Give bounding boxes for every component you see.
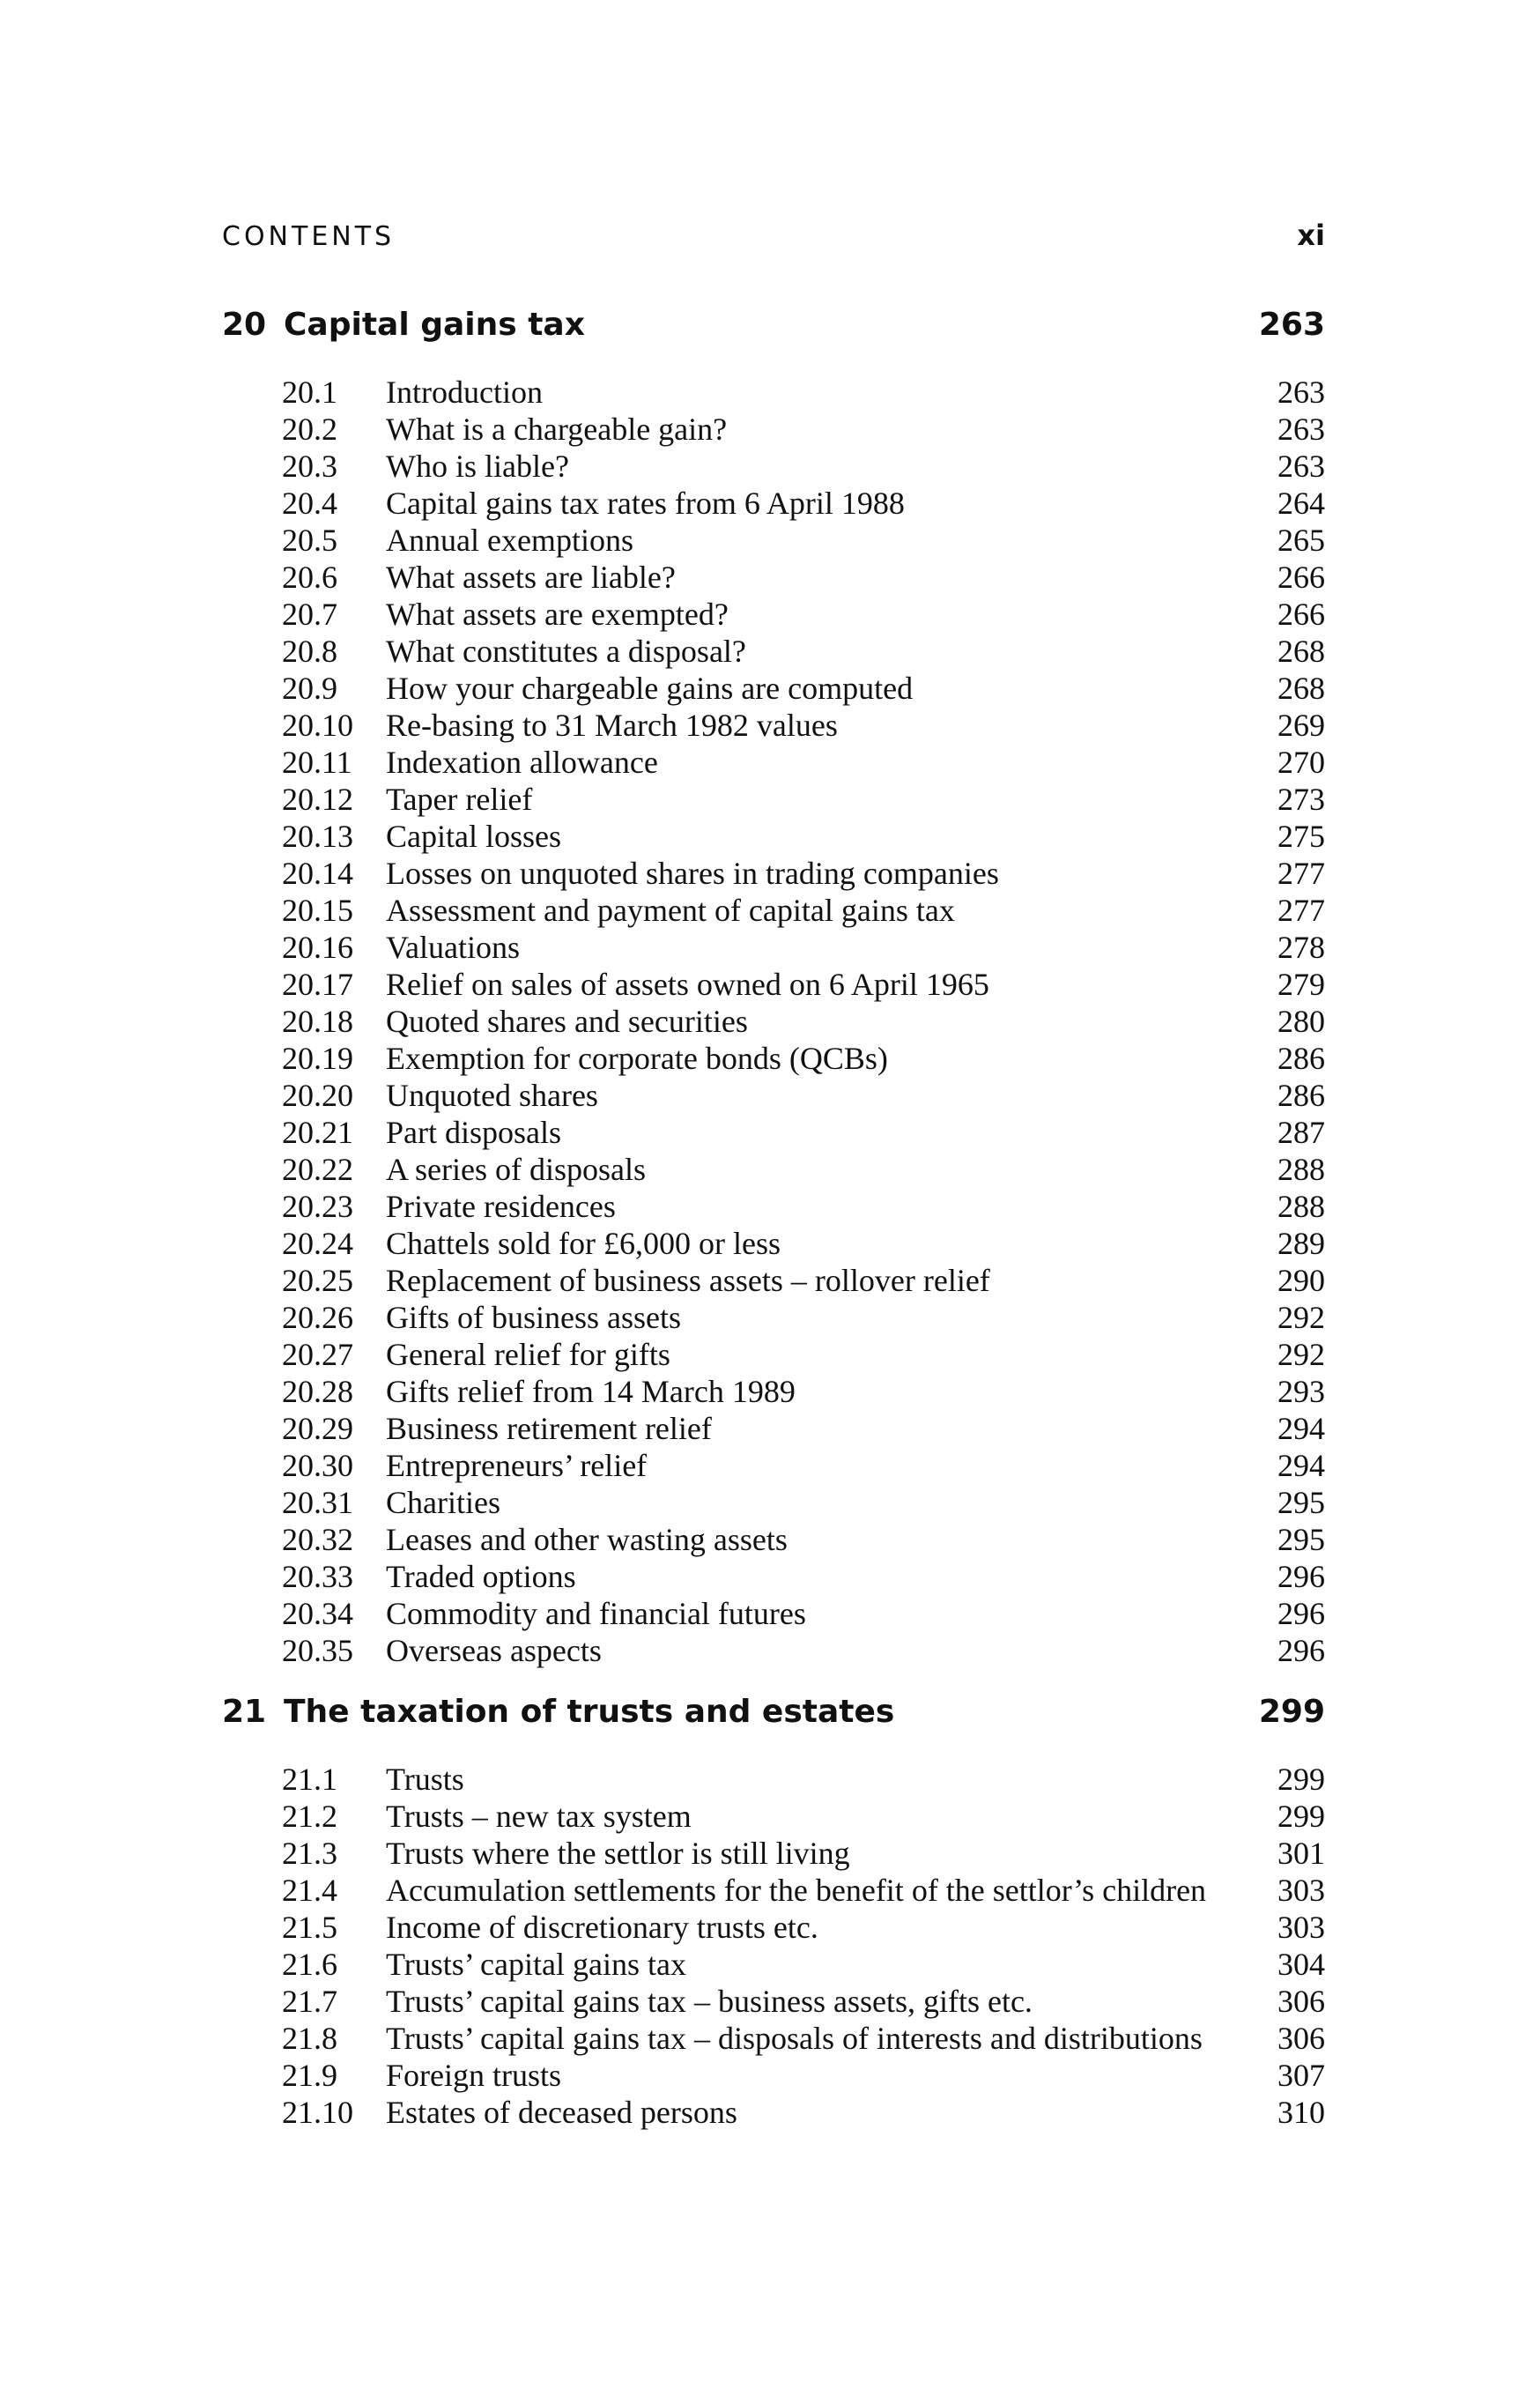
toc-entry: [282, 2057, 1325, 2094]
entry-list: [282, 374, 1325, 1669]
toc-entry: [282, 670, 1325, 707]
section-number: 20.5: [282, 523, 337, 558]
chapter-title: Capital gains tax: [284, 307, 585, 343]
section-title: Overseas aspects: [386, 1633, 602, 1668]
section-title: Private residences: [386, 1189, 616, 1224]
section-title: Commodity and financial futures: [386, 1596, 806, 1631]
section-number: 20.3: [282, 449, 337, 484]
toc-entry: [282, 1761, 1325, 1798]
section-number: 20.8: [282, 634, 337, 669]
section-page: 275: [1277, 819, 1325, 854]
section-number: 21.1: [282, 1762, 337, 1797]
section-page: 299: [1277, 1762, 1325, 1797]
section-title: Estates of deceased persons: [386, 2095, 737, 2130]
toc-entry: [282, 1040, 1325, 1077]
section-title: Relief on sales of assets owned on 6 April 1965: [386, 967, 989, 1002]
section-title: Capital gains tax rates from 6 April 1988: [386, 486, 905, 521]
toc-entry: [282, 1946, 1325, 1983]
section-page: 287: [1277, 1115, 1325, 1150]
section-title: Replacement of business assets – rollover relief: [386, 1263, 990, 1298]
toc-entry: [282, 1299, 1325, 1336]
section-number: 20.20: [282, 1078, 353, 1113]
section-page: 289: [1277, 1226, 1325, 1261]
section-page: 263: [1277, 375, 1325, 410]
section-number: 20.9: [282, 671, 337, 706]
toc-entry: [282, 1595, 1325, 1632]
section-number: 20.16: [282, 930, 353, 965]
section-title: Losses on unquoted shares in trading companies: [386, 856, 999, 891]
toc-entry: [282, 1225, 1325, 1262]
section-title: Trusts: [386, 1762, 464, 1797]
section-number: 20.24: [282, 1226, 353, 1261]
section-page: 296: [1277, 1633, 1325, 1668]
toc-entry: [282, 1798, 1325, 1835]
section-title: What assets are liable?: [386, 560, 676, 595]
section-title: Foreign trusts: [386, 2058, 562, 2093]
toc-entry: [282, 744, 1325, 781]
toc-entry: [282, 633, 1325, 670]
section-number: 21.4: [282, 1873, 337, 1908]
toc-entry: [282, 1835, 1325, 1872]
section-number: 20.22: [282, 1152, 353, 1187]
section-number: 20.25: [282, 1263, 353, 1298]
section-page: 263: [1277, 412, 1325, 447]
section-title: What assets are exempted?: [386, 597, 729, 632]
section-page: 266: [1277, 560, 1325, 595]
contents-page: [222, 219, 1325, 2131]
section-page: 265: [1277, 523, 1325, 558]
chapter-number: 21: [222, 1694, 267, 1730]
toc-entry: [282, 781, 1325, 818]
section-title: Quoted shares and securities: [386, 1004, 748, 1039]
section-title: Trusts where the settlor is still living: [386, 1836, 850, 1871]
section-page: 301: [1277, 1836, 1325, 1871]
entry-list: [282, 1761, 1325, 2131]
section-number: 20.13: [282, 819, 353, 854]
section-page: 303: [1277, 1910, 1325, 1945]
toc-entry: [282, 1077, 1325, 1114]
section-title: Gifts of business assets: [386, 1300, 681, 1335]
toc-entry: [282, 1003, 1325, 1040]
section-page: 268: [1277, 671, 1325, 706]
toc-entry: [282, 855, 1325, 892]
section-title: Trusts’ capital gains tax – disposals of interests and distributions: [386, 2021, 1203, 2056]
section-title: Indexation allowance: [386, 745, 658, 780]
toc-entry: [282, 559, 1325, 596]
section-number: 20.18: [282, 1004, 353, 1039]
chapter-number: 20: [222, 307, 267, 343]
toc-entry: [282, 1410, 1325, 1447]
section-page: 286: [1277, 1078, 1325, 1113]
section-page: 296: [1277, 1596, 1325, 1631]
section-page: 294: [1277, 1448, 1325, 1483]
section-title: Gifts relief from 14 March 1989: [386, 1374, 796, 1409]
toc-entry: [282, 818, 1325, 855]
section-page: 299: [1277, 1799, 1325, 1834]
section-title: Traded options: [386, 1559, 576, 1594]
section-title: Part disposals: [386, 1115, 562, 1150]
section-title: Income of discretionary trusts etc.: [386, 1910, 818, 1945]
section-number: 20.29: [282, 1411, 353, 1446]
toc-entry: [282, 411, 1325, 448]
section-page: 292: [1277, 1300, 1325, 1335]
section-page: 310: [1277, 2095, 1325, 2130]
section-title: Leases and other wasting assets: [386, 1522, 788, 1557]
toc-entry: [282, 374, 1325, 411]
section-page: 273: [1277, 782, 1325, 817]
toc-entry: [282, 1447, 1325, 1484]
page-number: xi: [1297, 219, 1325, 252]
section-number: 21.6: [282, 1947, 337, 1982]
section-title: Trusts – new tax system: [386, 1799, 692, 1834]
section-number: 20.12: [282, 782, 353, 817]
section-number: 21.3: [282, 1836, 337, 1871]
toc-entry: [282, 596, 1325, 633]
section-number: 21.9: [282, 2058, 337, 2093]
section-page: 263: [1277, 449, 1325, 484]
toc-entry: [282, 892, 1325, 929]
section-page: 277: [1277, 856, 1325, 891]
section-number: 20.32: [282, 1522, 353, 1557]
section-number: 20.21: [282, 1115, 353, 1150]
section-number: 20.31: [282, 1485, 353, 1520]
section-title: Entrepreneurs’ relief: [386, 1448, 648, 1483]
toc-entry: [282, 1632, 1325, 1669]
section-number: 21.2: [282, 1799, 337, 1834]
section-page: 306: [1277, 2021, 1325, 2056]
section-page: 290: [1277, 1263, 1325, 1298]
chapter-heading: [222, 307, 1325, 356]
section-number: 20.27: [282, 1337, 353, 1372]
section-number: 20.14: [282, 856, 353, 891]
section-number: 20.35: [282, 1633, 353, 1668]
chapter-page: 299: [1258, 1694, 1325, 1730]
section-title: Taper relief: [386, 782, 533, 817]
section-page: 278: [1277, 930, 1325, 965]
section-title: Who is liable?: [386, 449, 569, 484]
section-page: 288: [1277, 1152, 1325, 1187]
toc-entry: [282, 929, 1325, 966]
section-title: What is a chargeable gain?: [386, 412, 728, 447]
section-title: A series of disposals: [386, 1152, 646, 1187]
section-number: 20.30: [282, 1448, 353, 1483]
chapter-20: [222, 307, 1325, 1669]
section-page: 268: [1277, 634, 1325, 669]
toc-entry: [282, 1983, 1325, 2020]
toc-entry: [282, 1484, 1325, 1521]
section-number: 21.8: [282, 2021, 337, 2056]
toc-entry: [282, 2020, 1325, 2057]
toc-entry: [282, 1373, 1325, 1410]
section-title: Trusts’ capital gains tax – business assets, gifts etc.: [386, 1984, 1033, 2019]
section-number: 20.26: [282, 1300, 353, 1335]
section-number: 20.34: [282, 1596, 353, 1631]
section-number: 20.23: [282, 1189, 353, 1224]
section-number: 20.7: [282, 597, 337, 632]
section-title: Business retirement relief: [386, 1411, 712, 1446]
section-page: 288: [1277, 1189, 1325, 1224]
section-title: Trusts’ capital gains tax: [386, 1947, 686, 1982]
section-number: 20.11: [282, 745, 352, 780]
running-title: CONTENTS: [222, 221, 396, 252]
toc-entry: [282, 1336, 1325, 1373]
toc-entry: [282, 1558, 1325, 1595]
section-number: 20.17: [282, 967, 353, 1002]
section-page: 264: [1277, 486, 1325, 521]
section-page: 303: [1277, 1873, 1325, 1908]
section-page: 307: [1277, 2058, 1325, 2093]
toc-entry: [282, 1151, 1325, 1188]
section-number: 20.6: [282, 560, 337, 595]
section-title: Re-basing to 31 March 1982 values: [386, 708, 838, 743]
section-title: Unquoted shares: [386, 1078, 598, 1113]
section-number: 21.10: [282, 2095, 353, 2130]
section-title: How your chargeable gains are computed: [386, 671, 914, 706]
section-page: 293: [1277, 1374, 1325, 1409]
section-page: 266: [1277, 597, 1325, 632]
section-title: Valuations: [386, 930, 520, 965]
section-page: 295: [1277, 1522, 1325, 1557]
toc-entry: [282, 707, 1325, 744]
section-number: 20.1: [282, 375, 337, 410]
toc-entry: [282, 1262, 1325, 1299]
chapter-heading: [222, 1694, 1325, 1743]
running-head: [222, 219, 1325, 261]
section-title: Introduction: [386, 375, 543, 410]
section-title: Assessment and payment of capital gains tax: [386, 893, 955, 928]
toc-entry: [282, 1114, 1325, 1151]
toc-entry: [282, 2094, 1325, 2131]
section-page: 269: [1277, 708, 1325, 743]
toc-entry: [282, 1909, 1325, 1946]
section-title: General relief for gifts: [386, 1337, 670, 1372]
section-title: Chattels sold for £6,000 or less: [386, 1226, 781, 1261]
section-page: 294: [1277, 1411, 1325, 1446]
section-page: 270: [1277, 745, 1325, 780]
section-page: 295: [1277, 1485, 1325, 1520]
section-page: 280: [1277, 1004, 1325, 1039]
section-page: 286: [1277, 1041, 1325, 1076]
section-title: Exemption for corporate bonds (QCBs): [386, 1041, 888, 1076]
toc-entry: [282, 1188, 1325, 1225]
toc-entry: [282, 522, 1325, 559]
section-title: Accumulation settlements for the benefit of the settlor’s children: [386, 1873, 1207, 1908]
section-number: 20.2: [282, 412, 337, 447]
section-title: What constitutes a disposal?: [386, 634, 746, 669]
toc-entry: [282, 966, 1325, 1003]
chapter-21: [222, 1694, 1325, 2131]
section-number: 20.33: [282, 1559, 353, 1594]
section-page: 304: [1277, 1947, 1325, 1982]
chapter-page: 263: [1258, 307, 1325, 343]
toc-entry: [282, 448, 1325, 485]
section-number: 21.7: [282, 1984, 337, 2019]
toc-entry: [282, 485, 1325, 522]
section-number: 20.10: [282, 708, 353, 743]
section-number: 20.28: [282, 1374, 353, 1409]
section-page: 279: [1277, 967, 1325, 1002]
toc-entry: [282, 1872, 1325, 1909]
section-number: 20.4: [282, 486, 337, 521]
toc-entry: [282, 1521, 1325, 1558]
section-title: Annual exemptions: [386, 523, 633, 558]
section-number: 20.19: [282, 1041, 353, 1076]
section-title: Capital losses: [386, 819, 561, 854]
section-page: 292: [1277, 1337, 1325, 1372]
section-number: 20.15: [282, 893, 353, 928]
section-page: 277: [1277, 893, 1325, 928]
section-page: 306: [1277, 1984, 1325, 2019]
section-number: 21.5: [282, 1910, 337, 1945]
section-page: 296: [1277, 1559, 1325, 1594]
chapter-title: The taxation of trusts and estates: [284, 1694, 895, 1730]
section-title: Charities: [386, 1485, 500, 1520]
